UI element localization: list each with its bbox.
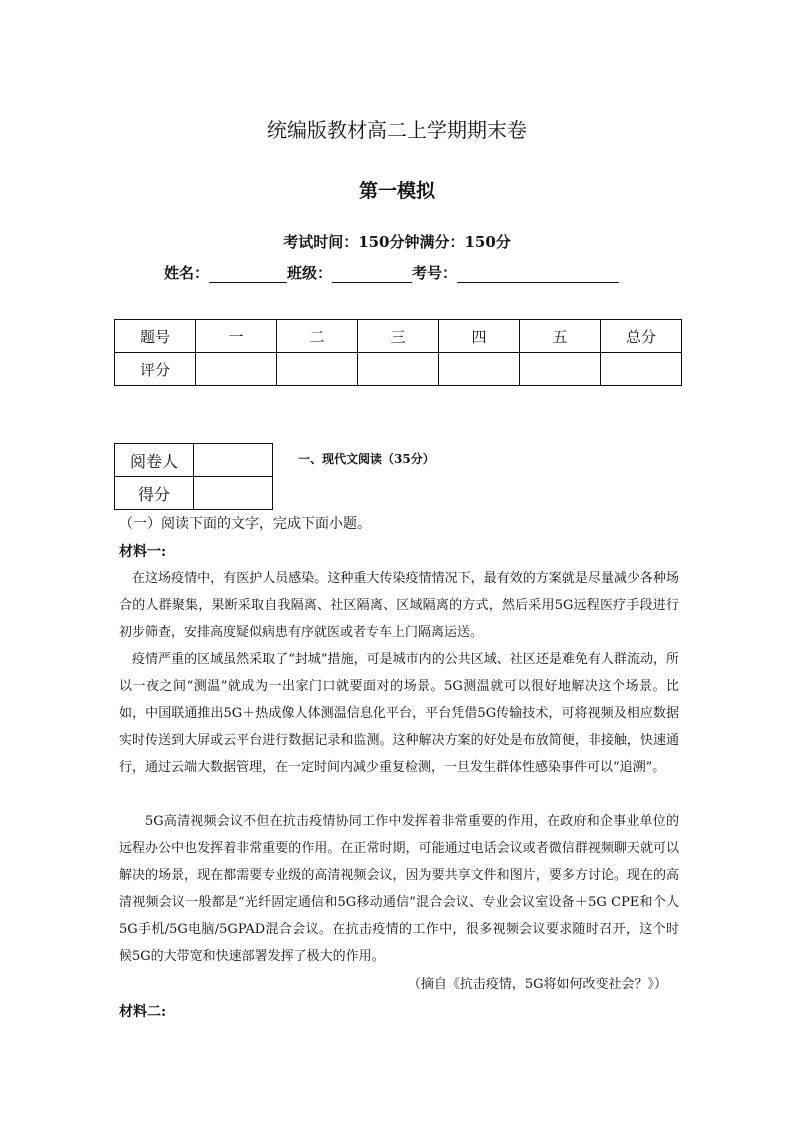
section-heading: 一、现代文阅读（35分） <box>298 452 435 466</box>
number-blank[interactable] <box>457 266 619 283</box>
score-header-cell: 三 <box>358 320 439 353</box>
paragraph-3: 5G高清视频会议不但在抗击疫情协同工作中发挥着非常重要的作用，在政府和企事业单位的远程办公中也发挥着非常重要的作用。在正常时期，可能通过电话会议或者微信群视频聊天就可以解决的场景，现在都需要专业级的高清视频会议，因为要共享文件和图片，要多方讨论。现在的高清视频会议一般都是“光纤固定通信和5G移动通信”混合会议、专业会议室设备＋5G CPE和个人5G手机/5G电脑/5GPAD混合会议。在抗击疫情的工作中，很多视频会议要求随时召开，这个时候5G的大带宽和快速部署发挥了极大的作用。 <box>119 814 679 964</box>
class-label: 班级： <box>287 264 333 282</box>
name-label: 姓名： <box>164 264 210 282</box>
score-cell[interactable] <box>196 353 277 386</box>
score-table-header-row <box>115 320 682 353</box>
reviewer-cell[interactable] <box>194 444 273 477</box>
score-header-cell: 题号 <box>115 320 196 353</box>
grader-box <box>114 443 273 510</box>
exam-title: 统编版教材高二上学期期末卷 <box>267 118 527 142</box>
score-cell[interactable] <box>439 353 520 386</box>
score-header-cell: 五 <box>520 320 601 353</box>
score-table-score-row <box>115 353 682 386</box>
number-label: 考号： <box>412 264 458 282</box>
score-header-cell: 二 <box>277 320 358 353</box>
score-table <box>114 319 682 386</box>
score-cell[interactable] <box>601 353 682 386</box>
score-cell[interactable] <box>277 353 358 386</box>
section-score-cell[interactable] <box>194 477 273 510</box>
class-blank[interactable] <box>332 266 412 283</box>
material-one-label: 材料一: <box>119 544 167 560</box>
exam-subtitle: 第一模拟 <box>358 180 435 202</box>
score-header-cell: 一 <box>196 320 277 353</box>
paragraph-2: 疫情严重的区域虽然采取了“封城”措施，可是城市内的公共区域、社区还是难免有人群流动，所以一夜之间“测温”就成为一出家门口就要面对的场景。5G测温就可以很好地解决这个场景。比如，中国联通推出5G＋热成像人体测温信息化平台，平台凭借5G传输技术，可将视频及相应数据实时传送到大屏或云平台进行数据记录和监测。这种解决方案的好处是布放简便，非接触，快速通行，通过云端大数据管理，在一定时间内减少重复检测，一旦发生群体性感染事件可以“追溯”。 <box>119 652 679 775</box>
name-blank[interactable] <box>209 266 287 283</box>
paragraph-1: 在这场疫情中，有医护人员感染。这种重大传染疫情情况下，最有效的方案就是尽量减少各种场合的人群聚集，果断采取自我隔离、社区隔离、区域隔离的方式，然后采用5G远程医疗手段进行初步筛查，安排高度疑似病患有序就医或者专车上门隔离运送。 <box>119 571 679 640</box>
score-cell[interactable] <box>358 353 439 386</box>
score-row-label: 评分 <box>115 353 196 386</box>
reviewer-label: 阅卷人 <box>115 444 194 477</box>
score-cell[interactable] <box>520 353 601 386</box>
score-header-cell: 四 <box>439 320 520 353</box>
material-two-label: 材料二: <box>119 1004 167 1020</box>
score-label: 得分 <box>115 477 194 510</box>
exam-time-score: 考试时间：150分钟满分：150分 <box>283 233 511 251</box>
source-citation: （摘自《抗击疫情，5G将如何改变社会？》） <box>407 977 667 992</box>
student-info-line <box>164 262 619 283</box>
section-instruction: （一）阅读下面的文字，完成下面小题。 <box>119 516 371 532</box>
score-header-cell: 总分 <box>601 320 682 353</box>
